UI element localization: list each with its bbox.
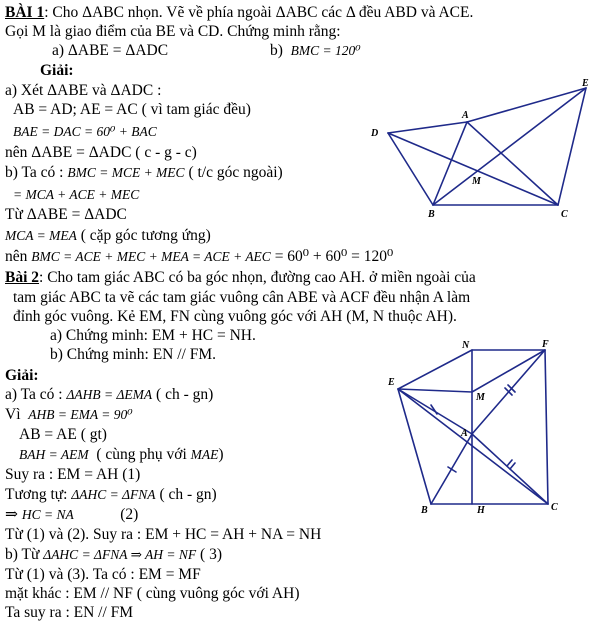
bai2-sol-6-prefix: Tương tự: bbox=[5, 486, 68, 503]
bai2-sol-line-12: Ta suy ra : EN // FM bbox=[5, 604, 134, 621]
bai1-figure bbox=[360, 76, 600, 222]
bai2-sol-7-expr: HC = NA bbox=[21, 507, 74, 522]
fig1-label-a: A bbox=[462, 110, 469, 121]
bai2-part-b: b) Chứng minh: EN // FM. bbox=[50, 346, 216, 363]
bai1-part-a: a) ΔABE = ΔADC bbox=[52, 42, 169, 59]
bai1-sol-5-prefix: b) Ta có : bbox=[5, 164, 64, 181]
bai2-sol-6-note: ( ch - gn) bbox=[159, 486, 217, 503]
bai2-sol-line-10: Từ (1) và (3). Ta có : EM = MF bbox=[5, 566, 201, 583]
bai2-sol-line-8: Từ (1) và (2). Suy ra : EM + HC = AH + NA = NH bbox=[5, 526, 322, 543]
bai2-sol-1-note: ( ch - gn) bbox=[156, 386, 214, 403]
bai2-sol-6-expr: ΔAHC = ΔFNA bbox=[71, 487, 156, 502]
bai1-sol-9-expr: BMC = ACE + MEC + MEA = ACE + AEC bbox=[31, 249, 271, 264]
bai2-part-a: a) Chứng minh: EM + HC = NH. bbox=[50, 327, 256, 344]
fig2-segment-ec bbox=[398, 389, 548, 504]
fig2-tick-ac-1 bbox=[507, 460, 512, 466]
bai2-sol-line-4 bbox=[19, 445, 224, 464]
bai2-sol-4-expr: BAH = AEM bbox=[19, 447, 89, 462]
bai2-figure bbox=[385, 338, 585, 518]
bai2-sol-2-prefix: Vì bbox=[5, 406, 21, 423]
bai2-sol-9-prefix: b) Từ bbox=[5, 546, 40, 563]
bai2-sol-line-5: Suy ra : EM = AH (1) bbox=[5, 466, 141, 483]
fig1-segment-ca bbox=[467, 122, 558, 205]
bai1-problem-text-1: : Cho ΔABC nhọn. Vẽ về phía ngoài ΔABC các Δ đều ABD và ACE. bbox=[44, 4, 474, 21]
bai2-solution-heading: Giải: bbox=[5, 367, 39, 384]
fig1-segment-be bbox=[433, 88, 586, 205]
fig1-segment-db bbox=[388, 133, 433, 205]
bai2-problem-line-2: tam giác ABC ta vẽ các tam giác vuông cân ABE và ACF đều nhận A làm bbox=[13, 289, 471, 306]
fig1-label-b: B bbox=[428, 209, 435, 220]
bai1-sol-line-8 bbox=[5, 226, 211, 245]
bai1-sol-line-7: Từ ΔABE = ΔADC bbox=[5, 206, 127, 223]
bai1-heading: BÀI 1 bbox=[5, 4, 45, 21]
fig1-segment-dc bbox=[388, 133, 558, 205]
bai2-sol-line-7 bbox=[5, 505, 138, 524]
bai1-sol-line-2: AB = AD; AE = AC ( vì tam giác đều) bbox=[13, 101, 251, 118]
fig2-tick-ac-2 bbox=[510, 463, 515, 469]
fig2-label-f: F bbox=[542, 339, 549, 350]
bai1-sol-5-expr: BMC = MCE + MEC bbox=[67, 165, 185, 180]
bai1-sol-9-prefix: nên bbox=[5, 248, 28, 265]
bai2-sol-line-2 bbox=[5, 405, 133, 424]
bai2-sol-1-expr: ΔAHB = ΔEMA bbox=[66, 387, 153, 402]
bai2-sol-1-prefix: a) Ta có : bbox=[5, 386, 63, 403]
fig2-label-n: N bbox=[462, 340, 470, 351]
fig2-label-c: C bbox=[551, 502, 558, 513]
bai1-sol-line-1: a) Xét ΔABE và ΔADC : bbox=[5, 82, 162, 99]
bai2-sol-line-6 bbox=[5, 485, 217, 504]
bai2-sol-9-expr: ΔAHC = ΔFNA ⇒ AH = NF bbox=[43, 547, 197, 562]
fig1-segment-ae bbox=[467, 88, 586, 122]
bai1-sol-line-6: = MCA + ACE + MEC bbox=[13, 187, 140, 202]
bai1-sol-line-3: BAE = DAC = 60⁰ + BAC bbox=[13, 124, 157, 139]
fig1-label-e: E bbox=[582, 78, 589, 89]
bai1-sol-line-4: nên ΔABE = ΔADC ( c - g - c) bbox=[5, 144, 197, 161]
bai1-sol-line-5 bbox=[5, 163, 283, 182]
bai1-sol-5-note: ( t/c góc ngoài) bbox=[188, 164, 283, 181]
bai1-problem-line-2: Gọi M là giao điểm của BE và CD. Chứng minh rằng: bbox=[5, 23, 341, 40]
bai2-sol-7-implies: ⇒ bbox=[5, 506, 18, 523]
fig2-label-b: B bbox=[421, 505, 428, 516]
bai1-sol-9-result: = 60⁰ + 60⁰ = 120⁰ bbox=[274, 248, 394, 265]
bai2-sol-7-ref: (2) bbox=[120, 506, 139, 523]
bai1-sol-line-9 bbox=[5, 247, 393, 266]
bai1-sol-8-note: ( cặp góc tương ứng) bbox=[80, 227, 211, 244]
bai1-solution-heading: Giải: bbox=[40, 62, 74, 79]
bai2-problem-line-1 bbox=[5, 268, 476, 287]
bai2-problem-line-3: đỉnh góc vuông. Kẻ EM, FN cùng vuông góc với AH (M, N thuộc AH). bbox=[13, 308, 457, 325]
bai2-sol-9-ref: ( 3) bbox=[200, 546, 222, 563]
bai2-problem-text-1: : Cho tam giác ABC có ba góc nhọn, đường cao AH. ở miền ngoài của bbox=[39, 269, 476, 286]
fig2-label-e: E bbox=[388, 377, 395, 388]
bai1-part-b-label: b) bbox=[270, 42, 283, 59]
bai2-sol-4-note: ( cùng phụ với bbox=[96, 446, 187, 463]
bai2-sol-4-angle: MAE bbox=[190, 447, 219, 462]
bai2-sol-line-3: AB = AE ( gt) bbox=[19, 426, 107, 443]
fig2-segment-fc bbox=[545, 350, 548, 504]
bai2-sol-2-expr: AHB = EMA = 90⁰ bbox=[28, 407, 133, 422]
fig1-label-d: D bbox=[371, 128, 379, 139]
bai2-sol-line-1 bbox=[5, 385, 213, 404]
bai2-sol-line-11: mặt khác : EM // NF ( cùng vuông góc với AH) bbox=[5, 585, 300, 602]
fig2-segment-em bbox=[398, 389, 472, 392]
bai1-sol-8-expr: MCA = MEA bbox=[5, 228, 77, 243]
fig2-label-h: H bbox=[477, 505, 485, 516]
bai1-problem-line-1 bbox=[5, 3, 473, 22]
bai1-part-b bbox=[270, 41, 361, 60]
bai2-sol-line-9 bbox=[5, 545, 222, 564]
fig2-label-m: M bbox=[476, 392, 485, 403]
bai2-sol-4-close: ) bbox=[218, 446, 224, 463]
fig2-label-a: A bbox=[461, 428, 468, 439]
bai2-heading: Bài 2 bbox=[5, 269, 40, 286]
bai1-part-b-expr: BMC = 120⁰ bbox=[290, 43, 361, 58]
fig2-segment-en bbox=[398, 350, 472, 389]
fig1-label-c: C bbox=[561, 209, 568, 220]
fig1-label-m: M bbox=[472, 176, 481, 187]
fig1-segment-ad bbox=[388, 122, 467, 133]
